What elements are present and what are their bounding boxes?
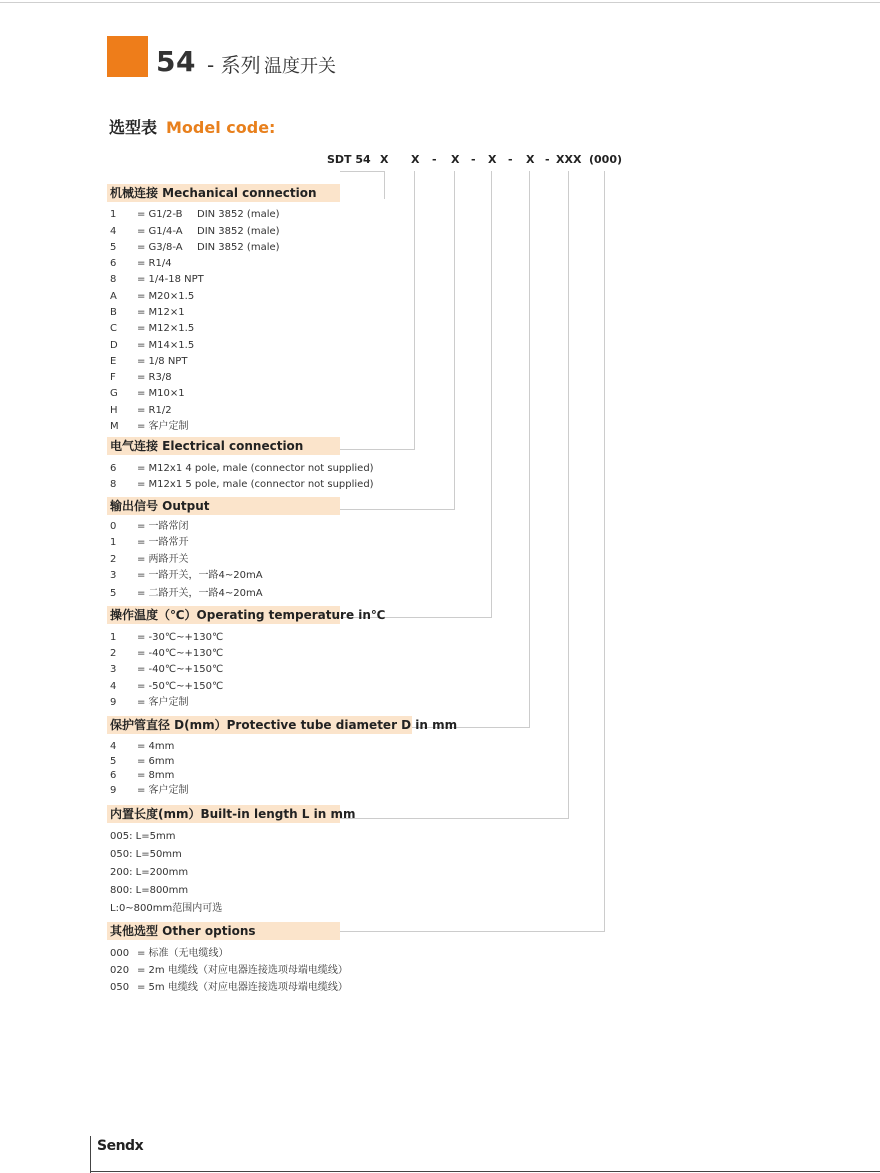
list-item: L:0~800mm范围内可选 bbox=[110, 903, 223, 914]
code-token-prefix: SDT 54 bbox=[327, 153, 371, 166]
code-token-mechanical: X bbox=[380, 153, 389, 166]
code-token-diameter: X bbox=[526, 153, 535, 166]
code-token-dash: - bbox=[545, 153, 550, 166]
section-header-length: 内置长度(mm）Built-in length L in mm bbox=[107, 805, 340, 823]
code-token-output: X bbox=[451, 153, 460, 166]
footer-horizontal-rule bbox=[90, 1171, 880, 1172]
code-token-options: (000) bbox=[589, 153, 623, 166]
section-header-temperature: 操作温度（℃）Operating temperature in℃ bbox=[107, 606, 340, 624]
section-header-mechanical: 机械连接 Mechanical connection bbox=[107, 184, 340, 202]
series-number: 54 bbox=[156, 45, 196, 78]
code-token-dash: - bbox=[471, 153, 476, 166]
section-header-other: 其他选型 Other options bbox=[107, 922, 340, 940]
series-label: - 系列 bbox=[207, 53, 261, 77]
code-token-dash: - bbox=[432, 153, 437, 166]
model-code-title-cn: 选型表 bbox=[109, 118, 158, 137]
connector-options bbox=[340, 171, 605, 932]
code-token-length: XXX bbox=[556, 153, 582, 166]
page-subtitle: 温度开关 bbox=[264, 56, 336, 77]
top-divider bbox=[0, 2, 880, 3]
list-item: 800: L=800mm bbox=[110, 885, 189, 896]
list-item: 005: L=5mm bbox=[110, 831, 176, 842]
model-code-title-en: Model code: bbox=[166, 118, 276, 137]
code-token-dash: - bbox=[508, 153, 513, 166]
section-header-electrical: 电气连接 Electrical connection bbox=[107, 437, 340, 455]
list-item: 050: L=50mm bbox=[110, 849, 182, 860]
footer-vertical-rule bbox=[90, 1136, 91, 1173]
code-token-electrical: X bbox=[411, 153, 420, 166]
list-item: 200: L=200mm bbox=[110, 867, 189, 878]
section-header-output: 输出信号 Output bbox=[107, 497, 340, 515]
section-header-diameter: 保护管直径 D(mm）Protective tube diameter D in mm bbox=[107, 716, 412, 734]
brand-color-block bbox=[107, 36, 148, 77]
brand-logo: Sendx bbox=[97, 1138, 144, 1154]
code-token-temperature: X bbox=[488, 153, 497, 166]
